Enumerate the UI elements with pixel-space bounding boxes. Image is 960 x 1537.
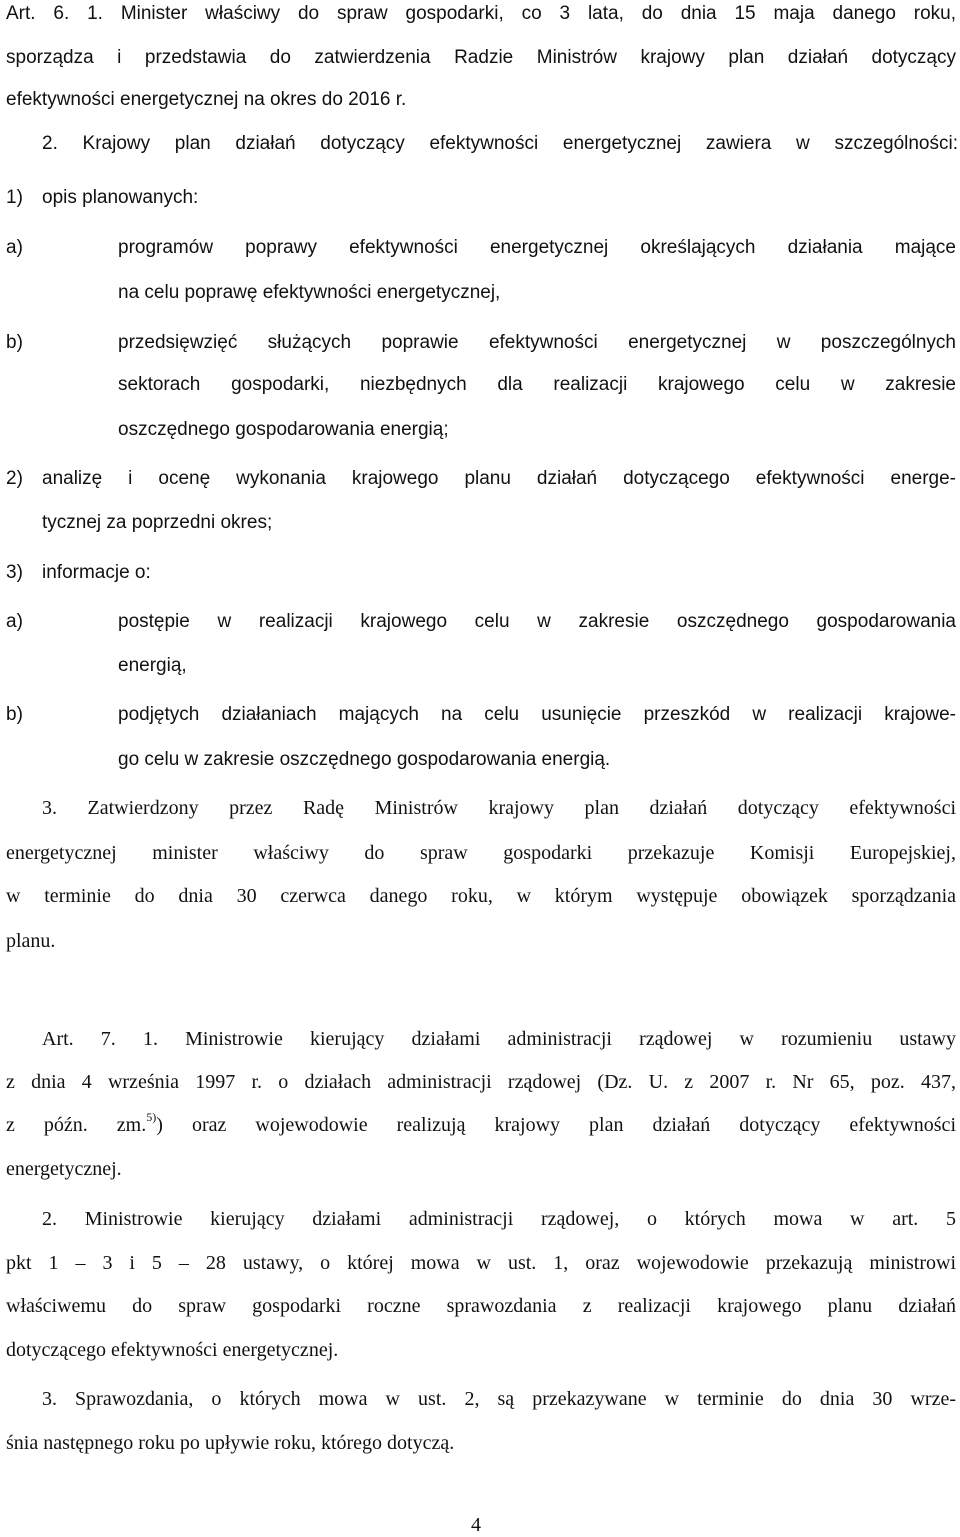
sublist-item-text: programów poprawy efektywności energetycznej określających działania mające bbox=[118, 237, 956, 258]
art6-p2-intro: 2. Krajowy plan działań dotyczący efektywności energetycznej zawiera w szczególności: bbox=[42, 133, 958, 154]
art7-p1-line4: energetycznej. bbox=[6, 1158, 122, 1180]
sublist-item-text: sektorach gospodarki, niezbędnych dla realizacji krajowego celu w zakresie bbox=[118, 374, 956, 395]
art6-p3-line4: planu. bbox=[6, 930, 56, 952]
art7-p3-line1: 3. Sprawozdania, o których mowa w ust. 2, są przekazywane w terminie do dnia 30 wrze- bbox=[42, 1388, 956, 1410]
sublist-item-text: podjętych działaniach mających na celu usunięcie przeszkód w realizacji krajowe- bbox=[118, 704, 956, 725]
page-number: 4 bbox=[471, 1514, 481, 1536]
sublist-label: b) bbox=[6, 704, 23, 725]
sublist-label: b) bbox=[6, 332, 23, 353]
art7-p3-line2: śnia następnego roku po upływie roku, którego dotyczą. bbox=[6, 1432, 455, 1454]
art6-p1-line2: sporządza i przedstawia do zatwierdzenia Radzie Ministrów krajowy plan działań dotyczący bbox=[6, 47, 956, 68]
list-label: 3) bbox=[6, 562, 23, 583]
list-item-text: analizę i ocenę wykonania krajowego planu działań dotyczącego efektywności energe- bbox=[42, 468, 956, 489]
list-item-text: opis planowanych: bbox=[42, 187, 199, 208]
art6-p1-line1: Art. 6. 1. Minister właściwy do spraw gospodarki, co 3 lata, do dnia 15 maja danego roku, bbox=[6, 3, 956, 24]
art6-p3-line3: w terminie do dnia 30 czerwca danego roku, w którym występuje obowiązek sporządzania bbox=[6, 885, 956, 907]
art6-p3-line2: energetycznej minister właściwy do spraw gospodarki przekazuje Komisji Europejskiej, bbox=[6, 842, 956, 864]
sublist-item-text: na celu poprawę efektywności energetycznej, bbox=[118, 282, 501, 303]
sublist-item-text: przedsięwzięć służących poprawie efektywności energetycznej w poszczególnych bbox=[118, 332, 956, 353]
sublist-item-text: postępie w realizacji krajowego celu w zakresie oszczędnego gospodarowania bbox=[118, 611, 956, 632]
art7-p1-line1: Art. 7. 1. Ministrowie kierujący działami administracji rządowej w rozumieniu ustawy bbox=[42, 1028, 956, 1050]
list-label: 2) bbox=[6, 468, 23, 489]
sublist-label: a) bbox=[6, 611, 23, 632]
art7-p2-line2: pkt 1 – 3 i 5 – 28 ustawy, o której mowa w ust. 1, oraz wojewodowie przekazują ministrowi bbox=[6, 1252, 956, 1274]
list-label: 1) bbox=[6, 187, 23, 208]
sublist-item-text: go celu w zakresie oszczędnego gospodarowania energią. bbox=[118, 749, 611, 770]
art7-p1-line2: z dnia 4 września 1997 r. o działach administracji rządowej (Dz. U. z 2007 r. Nr 65, poz. 437, bbox=[6, 1071, 956, 1093]
sublist-item-text: energią, bbox=[118, 655, 187, 676]
art7-p2-line4: dotyczącego efektywności energetycznej. bbox=[6, 1339, 339, 1361]
art7-p2-line3: właściwemu do spraw gospodarki roczne sprawozdania z realizacji krajowego planu działań bbox=[6, 1295, 956, 1317]
art7-p1-line3-start: z późn. zm. bbox=[6, 1114, 147, 1136]
sublist-label: a) bbox=[6, 237, 23, 258]
list-item-text: informacje o: bbox=[42, 562, 151, 583]
art6-p1-line3: efektywności energetycznej na okres do 2016 r. bbox=[6, 89, 407, 110]
art7-p2-line1: 2. Ministrowie kierujący działami administracji rządowej, o których mowa w art. 5 bbox=[42, 1208, 956, 1230]
list-item-text: tycznej za poprzedni okres; bbox=[42, 512, 273, 533]
art7-p1-line3-end: ) oraz wojewodowie realizują krajowy plan działań dotyczący efektywności bbox=[156, 1114, 956, 1136]
art7-p1-line3 bbox=[6, 1110, 956, 1137]
footnote-ref: 5) bbox=[146, 1110, 157, 1125]
art6-p3-line1: 3. Zatwierdzony przez Radę Ministrów krajowy plan działań dotyczący efektywności bbox=[42, 797, 956, 819]
sublist-item-text: oszczędnego gospodarowania energią; bbox=[118, 419, 449, 440]
